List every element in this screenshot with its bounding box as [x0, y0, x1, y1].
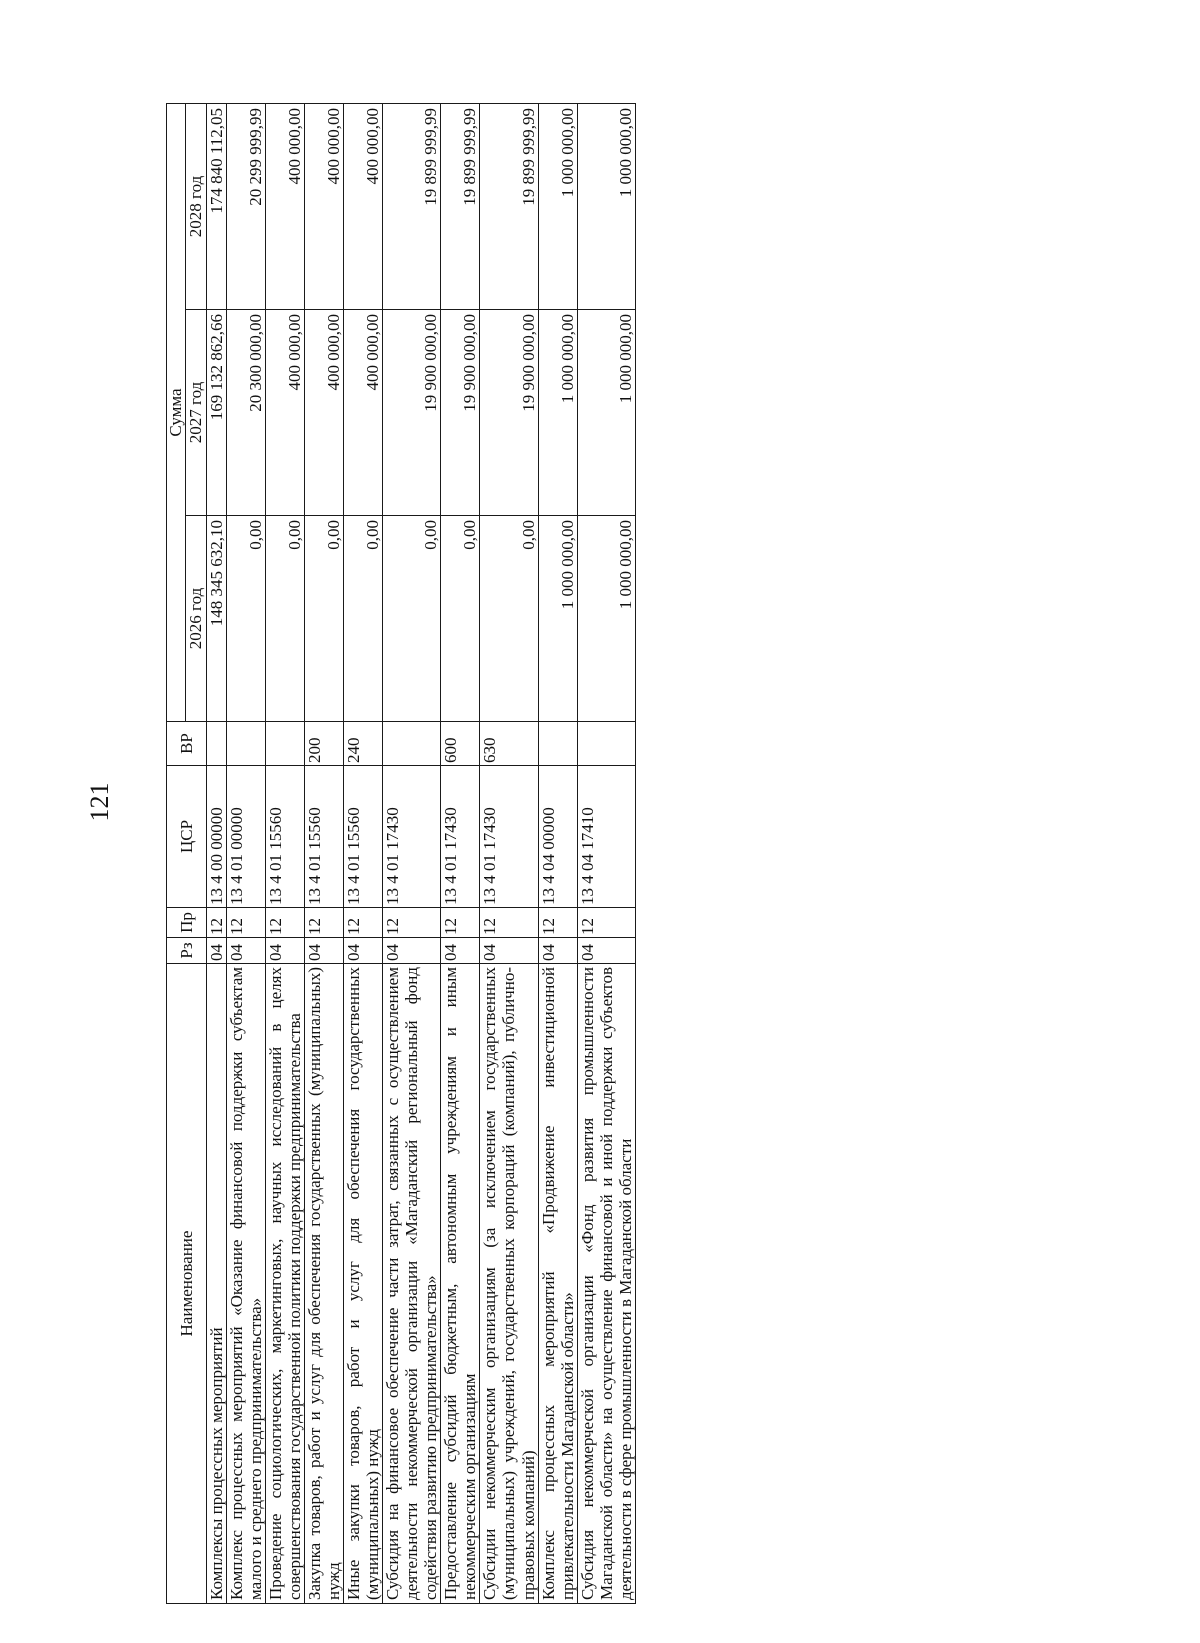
table-header [167, 103, 207, 1603]
cell-2027: 20 300 000,00 [227, 310, 266, 516]
header-vr: ВР [167, 722, 207, 766]
cell-pr: 12 [305, 908, 344, 938]
cell-2028: 174 840 112,05 [207, 103, 227, 309]
cell-2026: 148 345 632,10 [207, 516, 227, 722]
cell-vr: 240 [344, 722, 383, 766]
cell-name: Комплексы процессных мероприятий [207, 964, 227, 1604]
table-row [344, 103, 383, 1603]
cell-2028: 1 000 000,00 [538, 103, 577, 309]
cell-vr: 200 [305, 722, 344, 766]
cell-vr: 630 [480, 722, 538, 766]
cell-name: Субсидия некоммерческой организации «Фонд развития промышленности Магаданской области» на осуществление финансовой и иной поддержки субъектов деятельности в сфере промышленности в Магаданской области [577, 964, 635, 1604]
cell-2026: 0,00 [480, 516, 538, 722]
cell-rz: 04 [577, 938, 635, 964]
cell-2027: 1 000 000,00 [538, 310, 577, 516]
cell-vr [207, 722, 227, 766]
cell-name: Субсидии некоммерческим организациям (за исключением государственных (муниципальных) учреждений, государственных корпораций (компаний), публично-правовых компаний) [480, 964, 538, 1604]
table-row [383, 103, 441, 1603]
cell-csr: 13 4 01 15560 [266, 766, 305, 908]
cell-vr [577, 722, 635, 766]
budget-table [166, 103, 636, 1604]
header-year-2027: 2027 год [186, 310, 207, 516]
cell-pr: 12 [383, 908, 441, 938]
cell-pr: 12 [207, 908, 227, 938]
cell-csr: 13 4 01 15560 [305, 766, 344, 908]
cell-2027: 1 000 000,00 [577, 310, 635, 516]
cell-2027: 400 000,00 [344, 310, 383, 516]
cell-pr: 12 [441, 908, 480, 938]
cell-2026: 0,00 [305, 516, 344, 722]
cell-pr: 12 [538, 908, 577, 938]
cell-vr [383, 722, 441, 766]
table-row [266, 103, 305, 1603]
table-row [538, 103, 577, 1603]
table-body [207, 103, 636, 1603]
cell-vr [227, 722, 266, 766]
header-year-2026: 2026 год [186, 516, 207, 722]
cell-2028: 400 000,00 [305, 103, 344, 309]
cell-csr: 13 4 00 00000 [207, 766, 227, 908]
header-sum: Сумма [167, 103, 186, 721]
cell-2026: 0,00 [344, 516, 383, 722]
cell-2026: 1 000 000,00 [577, 516, 635, 722]
table-row [227, 103, 266, 1603]
cell-2028: 19 899 999,99 [383, 103, 441, 309]
cell-rz: 04 [266, 938, 305, 964]
header-csr: ЦСР [167, 766, 207, 908]
cell-2028: 20 299 999,99 [227, 103, 266, 309]
cell-rz: 04 [441, 938, 480, 964]
cell-2028: 19 899 999,99 [441, 103, 480, 309]
page-number: 121 [85, 782, 114, 822]
cell-name: Предоставление субсидий бюджетным, автономным учреждениям и иным некоммерческим организациям [441, 964, 480, 1604]
cell-rz: 04 [305, 938, 344, 964]
cell-2028: 19 899 999,99 [480, 103, 538, 309]
cell-pr: 12 [266, 908, 305, 938]
header-name: Наименование [167, 964, 207, 1604]
cell-2027: 400 000,00 [266, 310, 305, 516]
cell-pr: 12 [227, 908, 266, 938]
table-row [577, 103, 635, 1603]
cell-rz: 04 [383, 938, 441, 964]
cell-rz: 04 [227, 938, 266, 964]
cell-2026: 0,00 [441, 516, 480, 722]
header-rz: Рз [167, 938, 207, 964]
table-row [441, 103, 480, 1603]
cell-name: Закупка товаров, работ и услуг для обеспечения государственных (муниципальных) нужд [305, 964, 344, 1604]
cell-2028: 400 000,00 [344, 103, 383, 309]
table-row [207, 103, 227, 1603]
cell-2026: 1 000 000,00 [538, 516, 577, 722]
cell-2028: 1 000 000,00 [577, 103, 635, 309]
cell-2027: 400 000,00 [305, 310, 344, 516]
cell-2026: 0,00 [266, 516, 305, 722]
cell-name: Комплекс процессных мероприятий «Продвижение инвестиционной привлекательности Магаданской области» [538, 964, 577, 1604]
cell-2027: 19 900 000,00 [441, 310, 480, 516]
cell-rz: 04 [207, 938, 227, 964]
cell-name: Комплекс процессных мероприятий «Оказание финансовой поддержки субъектам малого и среднего предпринимательства» [227, 964, 266, 1604]
cell-csr: 13 4 01 17430 [441, 766, 480, 908]
cell-vr [266, 722, 305, 766]
cell-2028: 400 000,00 [266, 103, 305, 309]
cell-csr: 13 4 04 17410 [577, 766, 635, 908]
cell-name: Субсидия на финансовое обеспечение части затрат, связанных с осуществлением деятельности некоммерческой организации «Магаданский региональный фонд содействия развитию предпринимательства» [383, 964, 441, 1604]
cell-pr: 12 [577, 908, 635, 938]
cell-name: Проведение социологических, маркетинговых, научных исследований в целях совершенствования государственной политики поддержки предпринимательства [266, 964, 305, 1604]
cell-name: Иные закупки товаров, работ и услуг для обеспечения государственных (муниципальных) нужд [344, 964, 383, 1604]
header-year-2028: 2028 год [186, 103, 207, 309]
cell-2027: 169 132 862,66 [207, 310, 227, 516]
table-row [480, 103, 538, 1603]
rotated-sheet [166, 104, 1082, 1604]
cell-rz: 04 [480, 938, 538, 964]
table-row [305, 103, 344, 1603]
cell-2026: 0,00 [227, 516, 266, 722]
header-pr: Пр [167, 908, 207, 938]
cell-rz: 04 [538, 938, 577, 964]
cell-rz: 04 [344, 938, 383, 964]
cell-csr: 13 4 01 00000 [227, 766, 266, 908]
cell-2027: 19 900 000,00 [480, 310, 538, 516]
cell-csr: 13 4 01 17430 [480, 766, 538, 908]
cell-vr [538, 722, 577, 766]
cell-csr: 13 4 01 17430 [383, 766, 441, 908]
cell-pr: 12 [344, 908, 383, 938]
cell-vr: 600 [441, 722, 480, 766]
cell-pr: 12 [480, 908, 538, 938]
cell-csr: 13 4 01 15560 [344, 766, 383, 908]
cell-2026: 0,00 [383, 516, 441, 722]
cell-csr: 13 4 04 00000 [538, 766, 577, 908]
cell-2027: 19 900 000,00 [383, 310, 441, 516]
